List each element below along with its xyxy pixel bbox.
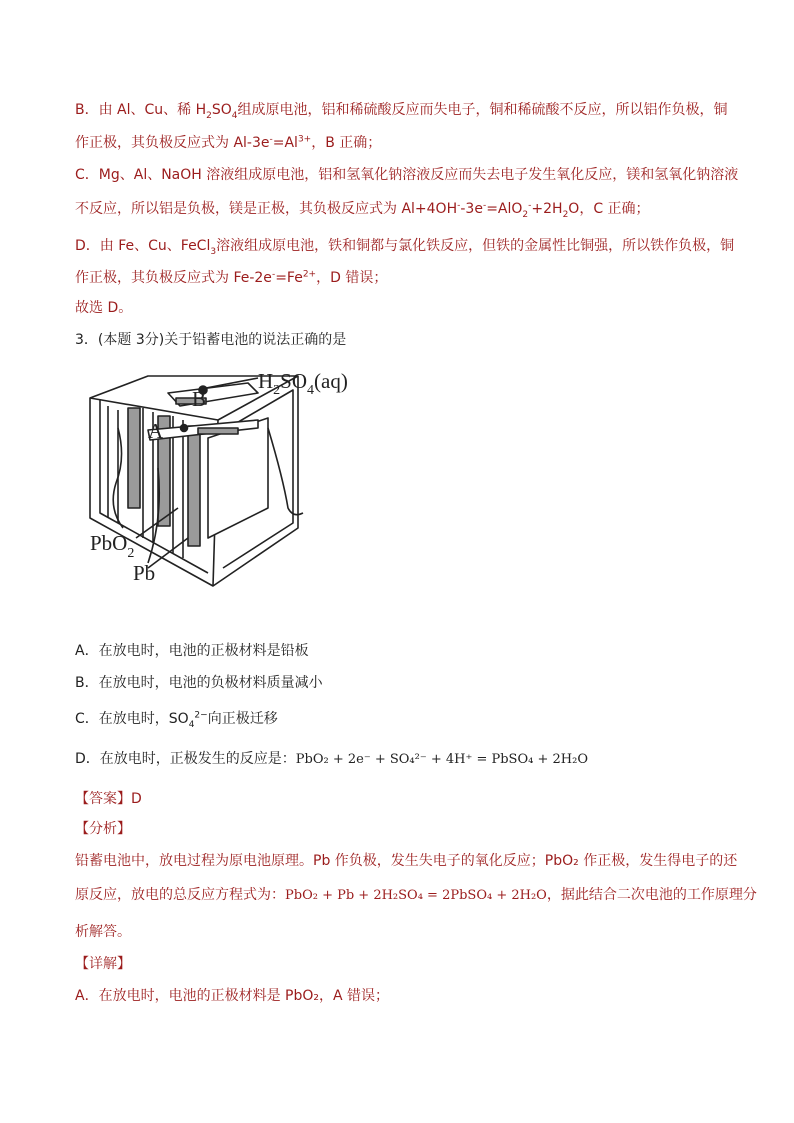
analysis-c-line-2: 不反应，所以铝是负极，镁是正极，其负极反应式为 $Al+4OH^--3e^-=AlO_2^-+2H_2O$，C 正确； [75, 200, 650, 220]
figure-label-pbo2: PbO$_2$ [90, 531, 135, 561]
analysis-d-line-2: 作正极，其负极反应式为 $Fe-2e^-=Fe^{2+}$，D 错误； [75, 269, 388, 286]
answer-line [75, 789, 725, 809]
analysis-line-1: 铅蓄电池中，放电过程为原电池原理。Pb 作负极，发生失电子的氧化反应；PbO₂ 作正极，发生得电子的还 [75, 853, 738, 869]
analysis-b-line-1: B．由 Al、Cu、稀 $H_2SO_4$组成原电池，铝和稀硫酸反应而失电子，铜和稀硫酸不反应，所以铝作负极，铜 [75, 102, 728, 121]
question-stem: 3．(本题 3分)关于铅蓄电池的说法正确的是 [75, 332, 347, 348]
option-b: B．在放电时，电池的负极材料质量减小 [75, 675, 323, 691]
option-d: D．在放电时，正极发生的反应是：PbO₂ + 2e⁻ + SO₄²⁻ + 4H⁺ = PbSO₄ + 2H₂O [75, 751, 588, 767]
analysis-tag: 【分析】 [75, 821, 131, 837]
lead-acid-battery-figure [88, 368, 388, 598]
detail-line-1: A．在放电时，电池的正极材料是 PbO₂，A 错误； [75, 988, 390, 1004]
figure-label-b: B [192, 387, 207, 411]
analysis-c-line-1: C．Mg、Al、NaOH 溶液组成原电池，铝和氢氧化钠溶液反应而失去电子发生氧化反应，镁和氢氧化钠溶液 [75, 167, 739, 183]
option-c: C．在放电时，$SO_4^{2-}$向正极迁移 [75, 710, 278, 730]
figure-label-pb: Pb [133, 561, 156, 585]
analysis-d-line-1: D．由 Fe、Cu、FeCl$_3$溶液组成原电池，铁和铜都与氯化铁反应，但铁的金属性比铜强，所以铁作负极，铜 [75, 238, 735, 257]
conclusion: 故选 D。 [75, 300, 133, 316]
answer-value: D [131, 791, 142, 807]
analysis-line-3: 析解答。 [75, 924, 131, 940]
option-a: A．在放电时，电池的正极材料是铅板 [75, 643, 309, 659]
analysis-b-line-2: 作正极，其负极反应式为 $Al-3e^-=Al^{3+}$，B 正确； [75, 134, 382, 151]
figure-label-electrolyte: $H_2SO_4(aq)$ [258, 369, 348, 398]
analysis-line-2: 原反应，放电的总反应方程式为：PbO₂ + Pb + 2H₂SO₄ = 2PbSO₄ + 2H₂O，据此结合二次电池的工作原理分 [75, 887, 757, 903]
answer-tag: 【答案】 [75, 791, 131, 807]
detail-tag: 【详解】 [75, 956, 131, 972]
figure-label-a: A [148, 419, 164, 443]
